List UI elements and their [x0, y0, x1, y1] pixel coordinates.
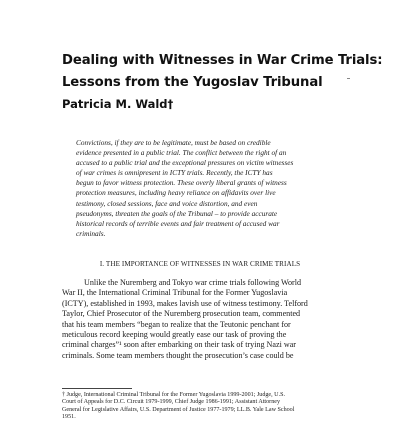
- author-name: Patricia M. Wald†: [62, 97, 174, 111]
- body-line: that his team members “began to realize that the Teutonic penchant for: [62, 319, 291, 329]
- body-line: Taylor, Chief Prosecutor of the Nuremberg prosecution team, commented: [62, 309, 301, 319]
- abstract-line: Convictions, if they are to be legitimate, must be based on credible: [76, 138, 271, 147]
- body-line: (ICTY), established in 1993, makes lavish use of witness testimony. Telford: [62, 298, 308, 308]
- abstract-line: testimony, closed sessions, face and voice distortion, and even: [76, 198, 258, 208]
- abstract-line: evidence presented in a public trial. The conflict between the right of an: [76, 148, 287, 158]
- title-line-1: Dealing with Witnesses in War Crime Trials:: [62, 53, 383, 68]
- abstract-line: criminals.: [76, 228, 106, 238]
- body-line: meticulous record keeping would greatly ease our task of proving the: [62, 330, 287, 340]
- title-line-2: Lessons from the Yugoslav Tribunal: [62, 75, 323, 90]
- footnote-line: † Judge, International Criminal Tribunal for the Former Yugoslavia 1999-2001; Judge, U.S.: [62, 392, 286, 398]
- abstract-line: protection measures, including heavy reliance on affidavits over live: [76, 188, 276, 198]
- body-paragraph: [62, 278, 358, 361]
- abstract-line: accused to a public trial and the exceptional pressures on victim witnesses: [76, 158, 294, 168]
- article-title: [62, 50, 382, 94]
- footnote-line: 1951.: [62, 414, 76, 421]
- body-line: criminals. Some team members thought the prosecution’s case could be: [62, 350, 294, 360]
- abstract-line: of war crimes is omnipresent in ICTY trials. Recently, the ICTY has: [76, 168, 273, 178]
- abstract-line: pseudonyms, threaten the goals of the Tribunal – to provide accurate: [76, 208, 278, 218]
- abstract-line: begun to favor witness protection. These overly liberal grants of witness: [76, 178, 287, 188]
- abstract-line: historical records of terrible events and fair treatment of accused war: [76, 218, 280, 228]
- footnote-divider: [62, 388, 132, 389]
- body-line: criminal charges”¹ soon after embarking on their task of trying Nazi war: [62, 340, 296, 350]
- footnote: [62, 392, 362, 422]
- section-heading: I. THE IMPORTANCE OF WITNESSES IN WAR CRIME TRIALS: [99, 260, 301, 268]
- abstract: [76, 138, 346, 239]
- footnote-line: General for Legislative Affairs, U.S. Department of Justice 1977-1979; LL.B. Yale Law School: [62, 406, 295, 413]
- body-line: War II, the International Criminal Tribunal for the Former Yugoslavia: [62, 288, 288, 298]
- body-line: Unlike the Nuremberg and Tokyo war crime trials following World: [84, 278, 302, 287]
- footnote-line: Court of Appeals for D.C. Circuit 1979-1999, Chief Judge 1986-1991; Assistant Attorney: [62, 399, 281, 406]
- scan-mark: [347, 78, 350, 79]
